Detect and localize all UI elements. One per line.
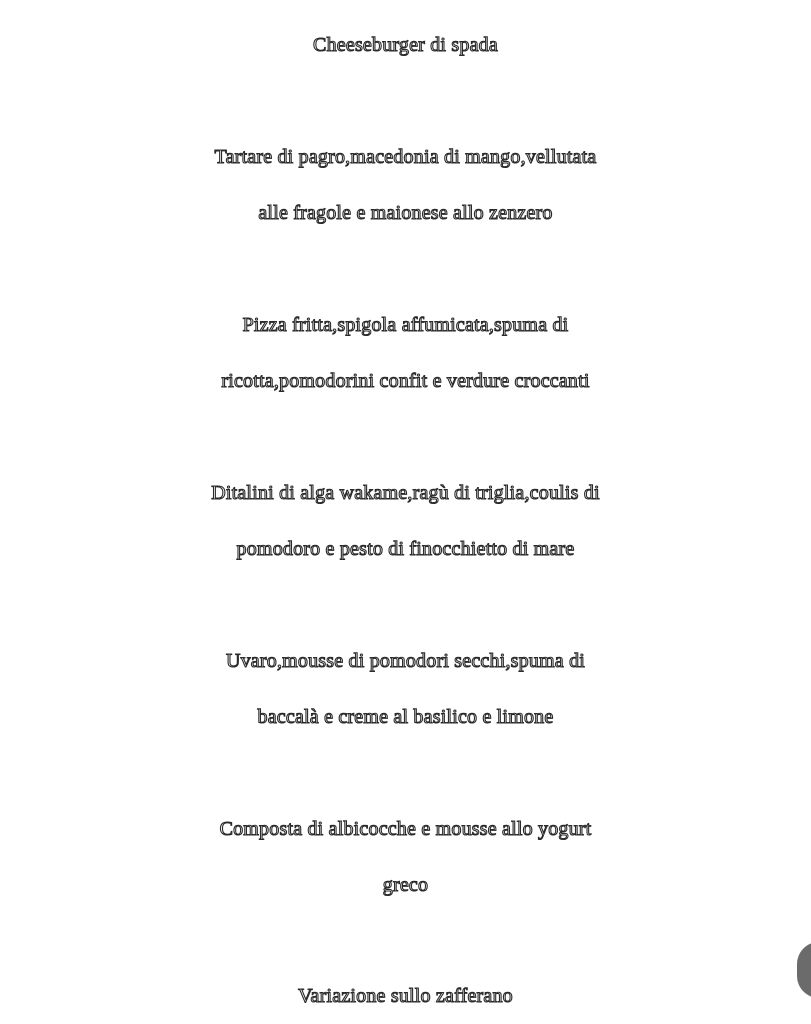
- course-cheeseburger: [0, 17, 811, 73]
- course-composta: [0, 801, 811, 913]
- course-ditalini: [0, 465, 811, 577]
- course-line: alle fragole e maionese allo zenzero: [258, 202, 553, 224]
- course-line: greco: [382, 874, 429, 896]
- course-line: pomodoro e pesto di finocchietto di mare: [236, 538, 575, 560]
- course-pizza-fritta: [0, 297, 811, 409]
- course-line: Tartare di pagro,macedonia di mango,vellutata: [214, 146, 597, 168]
- course-line: Ditalini di alga wakame,ragù di triglia,coulis di: [211, 482, 600, 504]
- course-line: Composta di albicocche e mousse allo yogurt: [219, 818, 592, 840]
- course-line: Variazione sullo zafferano: [298, 985, 513, 1007]
- course-zafferano: [0, 968, 811, 1024]
- course-line: ricotta,pomodorini confit e verdure croccanti: [221, 370, 590, 392]
- course-tartare: [0, 129, 811, 241]
- course-line: baccalà e creme al basilico e limone: [257, 706, 554, 728]
- course-uvaro: [0, 633, 811, 745]
- course-line: Pizza fritta,spigola affumicata,spuma di: [242, 314, 569, 336]
- course-line: Cheeseburger di spada: [313, 34, 498, 56]
- course-line: Uvaro,mousse di pomodori secchi,spuma di: [225, 650, 586, 672]
